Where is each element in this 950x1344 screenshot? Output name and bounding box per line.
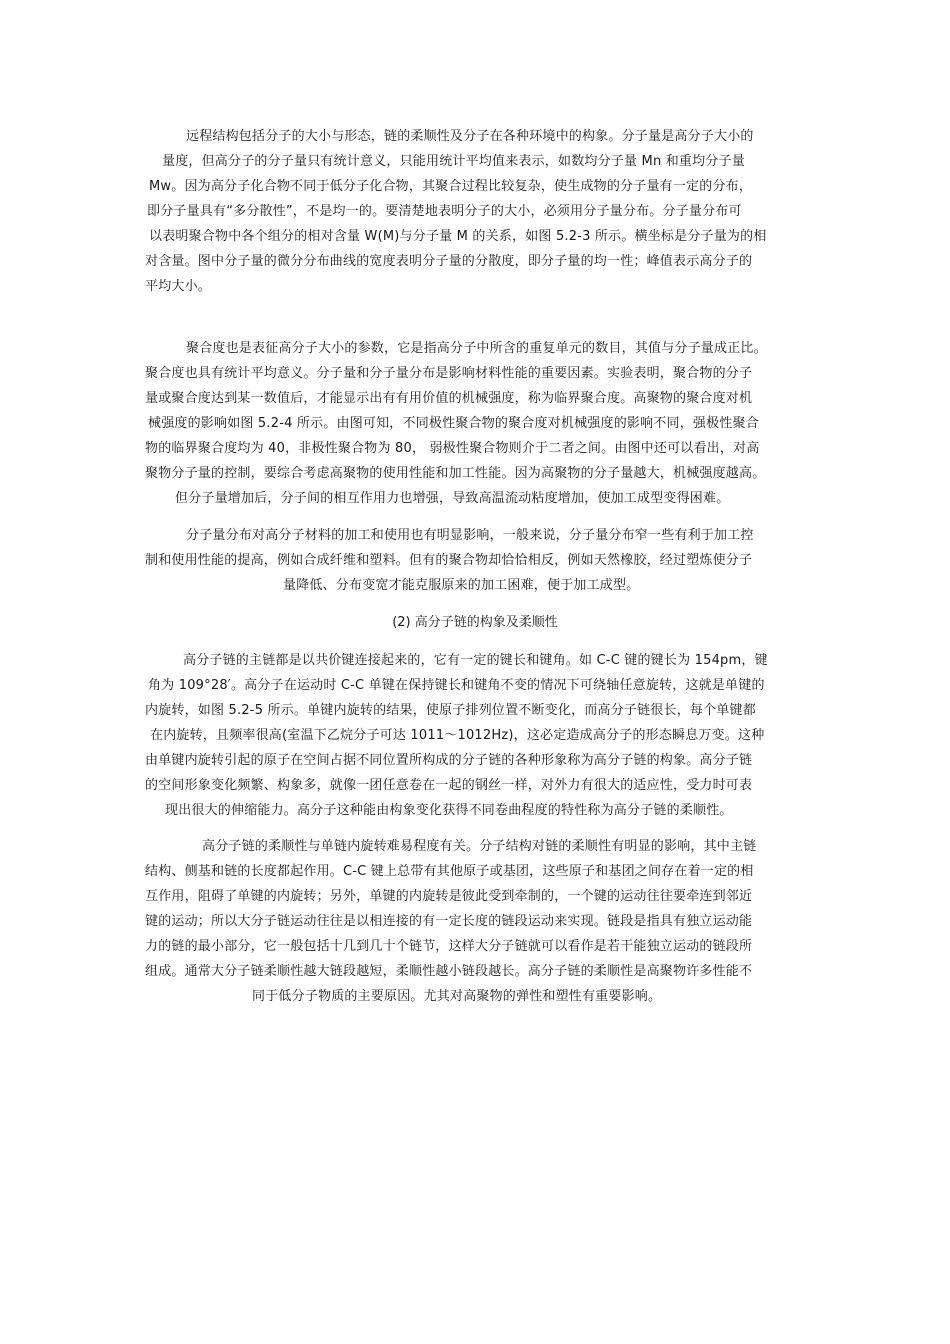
paragraph-4-line-1: 高分子链的主链都是以共价键连接起来的，它有一定的键长和键角。如 C-C 键的键长为 154pm，键: [183, 653, 768, 668]
paragraph-2-line-4: 械强度的影响如图 5.2-4 所示。由图可知，不同极性聚合物的聚合度对机械强度的影响不同，强极性聚合: [148, 416, 759, 431]
paragraph-1-line-2: 量度，但高分子的分子量只有统计意义，只能用统计平均值来表示，如数均分子量 Mn 和重均分子量: [162, 154, 745, 169]
paragraph-2-line-6: 聚物分子量的控制，要综合考虑高聚物的使用性能和加工性能。因为高聚物的分子量越大，机械强度越高。: [145, 466, 766, 481]
paragraph-5-line-5: 力的链的最小部分，它一般包括十几到几十个链节，这样大分子链就可以看作是若干能独立运动的链段所: [145, 939, 753, 954]
paragraph-3-line-2: 制和使用性能的提高，例如合成纤维和塑料。但有的聚合物却恰恰相反，例如天然橡胶，经过塑炼使分子: [145, 553, 753, 568]
paragraph-5-line-1: 高分子链的柔顺性与单链内旋转难易程度有关。分子结构对链的柔顺性有明显的影响，其中主链: [202, 839, 757, 854]
paragraph-2-line-3: 量或聚合度达到某一数值后，才能显示出有有用价值的机械强度，称为临界聚合度。高聚物的聚合度对机: [145, 391, 753, 406]
paragraph-4-line-4: 在内旋转，且频率很高(室温下乙烷分子可达 1011～1012Hz)，这必定造成高分子的形态瞬息万变。这种: [150, 728, 765, 743]
paragraph-1-line-3: Mw。因为高分子化合物不同于低分子化合物，其聚合过程比较复杂，使生成物的分子量有一定的分布，: [149, 179, 753, 194]
paragraph-2-line-2: 聚合度也具有统计平均意义。分子量和分子量分布是影响材料性能的重要因素。实验表明，聚合物的分子: [145, 366, 753, 381]
paragraph-5-line-2: 结构、侧基和链的长度都起作用。C-C 键上总带有其他原子或基团，这些原子和基团之间存在着一定的相: [145, 864, 754, 879]
paragraph-3-line-1: 分子量分布对高分子材料的加工和使用也有明显影响，一般来说，分子量分布窄一些有利于加工控: [186, 528, 754, 543]
paragraph-2-line-7: 但分子量增加后，分子间的相互作用力也增强，导致高温流动粘度增加，使加工成型变得困难。: [175, 491, 730, 506]
paragraph-3-line-3: 量降低、分布变宽才能克服原来的加工困难，便于加工成型。: [283, 578, 640, 593]
paragraph-4-line-2: 角为 109°28′。高分子在运动时 C-C 单键在保持键长和键角不变的情况下可绕轴任意旋转，这就是单键的: [148, 678, 765, 693]
paragraph-1-line-1: 远程结构包括分子的大小与形态，链的柔顺性及分子在各种环境中的构象。分子量是高分子大小的: [186, 129, 754, 144]
paragraph-1-line-6: 对含量。图中分子量的微分分布曲线的宽度表明分子量的分散度，即分子量的均一性；峰值表示高分子的: [145, 254, 753, 269]
paragraph-1-line-5: 以表明聚合物中各个组分的相对含量 W(M)与分子量 M 的关系，如图 5.2-3 所示。横坐标是分子量为的相: [149, 229, 767, 244]
section-heading: (2) 高分子链的构象及柔顺性: [392, 615, 558, 630]
paragraph-5-line-6: 组成。通常大分子链柔顺性越大链段越短，柔顺性越小链段越长。高分子链的柔顺性是高聚物许多性能不: [145, 964, 753, 979]
paragraph-4-line-6: 的空间形象变化频繁、构象多，就像一团任意卷在一起的钢丝一样，对外力有很大的适应性，受力时可表: [145, 778, 753, 793]
paragraph-5-line-7: 同于低分子物质的主要原因。尤其对高聚物的弹性和塑性有重要影响。: [252, 989, 662, 1004]
paragraph-4-line-7: 现出很大的伸缩能力。高分子这种能由构象变化获得不同卷曲程度的特性称为高分子链的柔顺性。: [165, 803, 733, 818]
paragraph-4-line-5: 由单键内旋转引起的原子在空间占据不同位置所构成的分子链的各种形象称为高分子链的构象。高分子链: [145, 753, 753, 768]
paragraph-4-line-3: 内旋转，如图 5.2-5 所示。单键内旋转的结果，使原子排列位置不断变化，而高分子链很长，每个单键都: [145, 703, 756, 718]
paragraph-5-line-3: 互作用，阻碍了单键的内旋转；另外，单键的内旋转是彼此受到牵制的，一个键的运动往往要牵连到邻近: [145, 889, 753, 904]
paragraph-2-line-1: 聚合度也是表征高分子大小的参数，它是指高分子中所含的重复单元的数目，其值与分子量成正比。: [186, 341, 767, 356]
paragraph-1-line-4: 即分子量具有“多分散性”，不是均一的。要清楚地表明分子的大小，必须用分子量分布。分子量分布可: [147, 204, 742, 219]
paragraph-1-line-7: 平均大小。: [145, 279, 212, 294]
paragraph-2-line-5: 物的临界聚合度均为 40，非极性聚合物为 80， 弱极性聚合物则介于二者之间。由图中还可以看出，对高: [145, 441, 760, 456]
paragraph-5-line-4: 键的运动；所以大分子链运动往往是以相连接的有一定长度的链段运动来实现。链段是指具有独立运动能: [145, 914, 753, 929]
